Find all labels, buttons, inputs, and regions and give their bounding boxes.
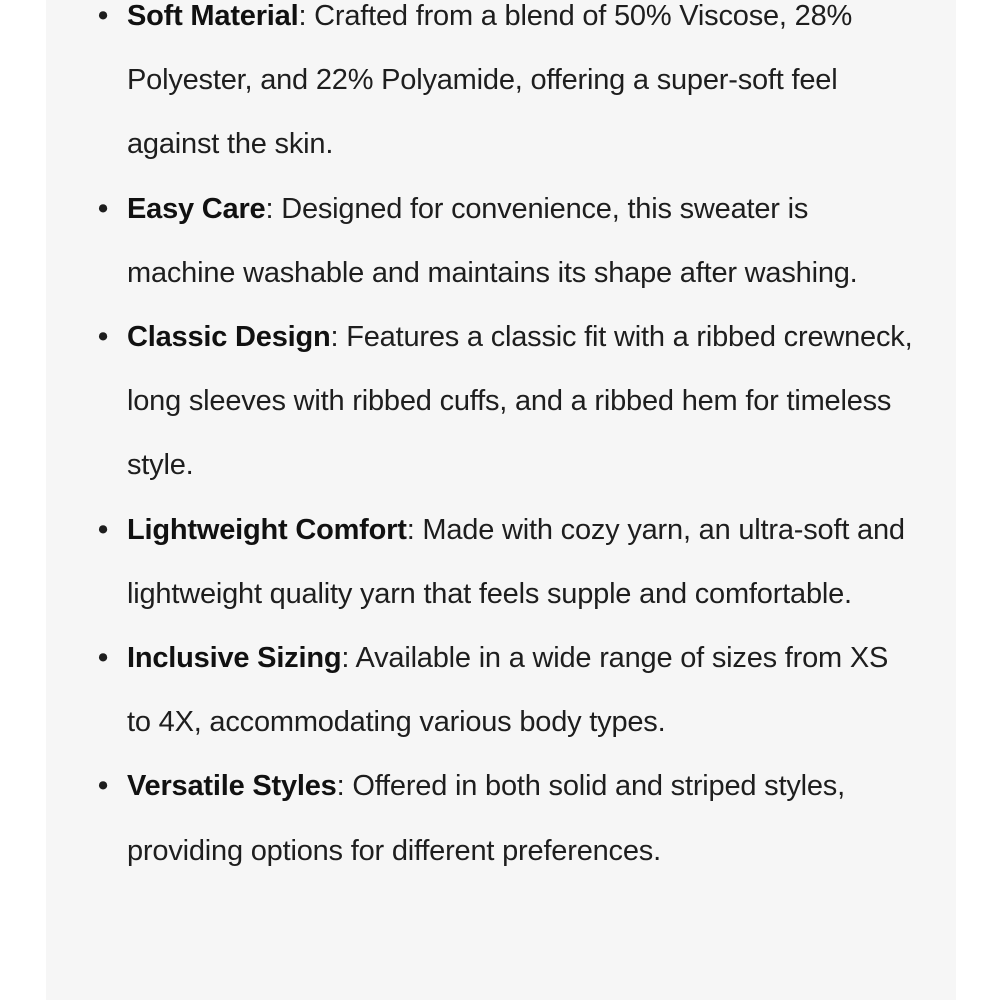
list-item	[98, 305, 917, 498]
feature-list	[98, 0, 917, 883]
feature-title: Easy Care	[127, 192, 266, 225]
bullet-icon: •	[98, 770, 108, 803]
list-item	[98, 498, 917, 626]
bullet-icon: •	[98, 513, 108, 546]
feature-title: Versatile Styles	[127, 770, 337, 803]
feature-text: : Features a classic fit with a ribbed crewneck, long sleeves with ribbed cuffs, and a ribbed hem for timeless style.	[127, 321, 913, 482]
list-item	[98, 0, 917, 177]
bullet-icon: •	[98, 321, 108, 354]
feature-text: : Designed for convenience, this sweater is machine washable and maintains its shape after washing.	[127, 192, 858, 289]
list-item	[98, 754, 917, 882]
feature-text: : Offered in both solid and striped styles, providing options for different preferences.	[127, 770, 845, 867]
bullet-icon: •	[98, 192, 108, 225]
feature-title: Lightweight Comfort	[127, 513, 407, 546]
feature-title: Classic Design	[127, 321, 331, 354]
list-item	[98, 626, 917, 754]
bullet-icon: •	[98, 642, 108, 675]
feature-text: : Available in a wide range of sizes from XS to 4X, accommodating various body types.	[127, 642, 889, 739]
feature-title: Inclusive Sizing	[127, 642, 342, 675]
feature-title: Soft Material	[127, 0, 299, 32]
bullet-icon: •	[98, 0, 108, 32]
list-item	[98, 177, 917, 305]
feature-text: : Crafted from a blend of 50% Viscose, 28% Polyester, and 22% Polyamide, offering a super-soft feel against the skin.	[127, 0, 853, 161]
feature-text: : Made with cozy yarn, an ultra-soft and lightweight quality yarn that feels supple and comfortable.	[127, 513, 905, 610]
